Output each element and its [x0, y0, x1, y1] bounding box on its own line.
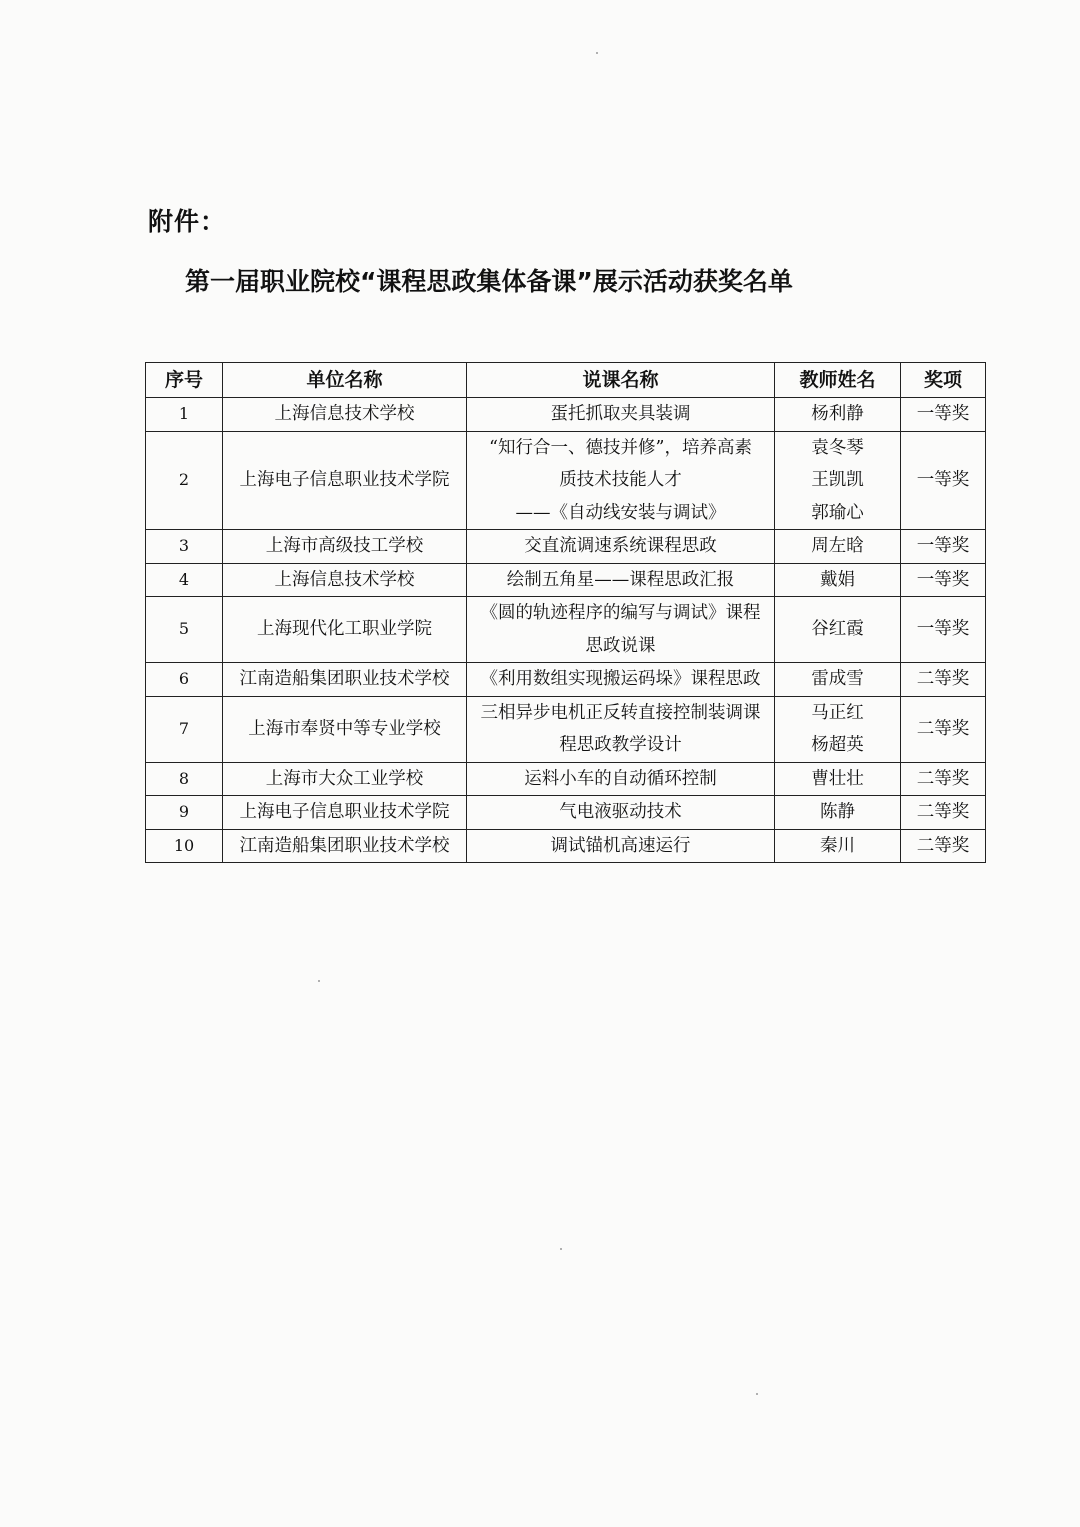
cell-course — [467, 597, 775, 663]
course-line: 调试锚机高速运行 — [550, 835, 691, 856]
cell-unit: 江南造船集团职业技术学校 — [223, 663, 467, 697]
teacher-name: 戴娟 — [820, 569, 855, 590]
cell-teachers — [775, 829, 901, 863]
cell-no: 9 — [146, 796, 223, 830]
course-line: 绘制五角星——课程思政汇报 — [506, 569, 735, 590]
course-line: 《圆的轨迹程序的编写与调试》课程 — [480, 603, 761, 623]
cell-unit: 上海市奉贤中等专业学校 — [223, 696, 467, 762]
cell-course — [467, 796, 775, 830]
scan-speck — [560, 1248, 562, 1250]
header-unit: 单位名称 — [223, 363, 467, 398]
scan-speck — [318, 980, 320, 982]
teacher-name: 袁冬琴 — [811, 437, 864, 458]
cell-teachers — [775, 696, 901, 762]
scan-speck — [596, 52, 598, 54]
cell-teachers — [775, 398, 901, 432]
cell-course — [467, 398, 775, 432]
course-line: 质技术技能人才 — [559, 470, 682, 490]
teacher-name: 王凯凯 — [811, 470, 864, 490]
cell-course — [467, 829, 775, 863]
cell-award: 二等奖 — [901, 696, 986, 762]
header-course: 说课名称 — [467, 363, 775, 398]
cell-no: 8 — [146, 762, 223, 796]
cell-award: 二等奖 — [901, 829, 986, 863]
teacher-name: 杨超英 — [811, 735, 864, 755]
cell-teachers — [775, 597, 901, 663]
cell-unit: 上海信息技术学校 — [223, 563, 467, 597]
cell-award: 一等奖 — [901, 431, 986, 530]
course-line: 《利用数组实现搬运码垛》课程思政 — [480, 669, 761, 689]
cell-award: 一等奖 — [901, 398, 986, 432]
cell-course — [467, 431, 775, 530]
cell-teachers — [775, 762, 901, 796]
cell-course — [467, 762, 775, 796]
cell-teachers — [775, 431, 901, 530]
table-row — [146, 431, 986, 530]
teacher-name: 秦川 — [820, 835, 855, 856]
teacher-name: 杨利静 — [811, 404, 864, 424]
cell-teachers — [775, 796, 901, 830]
cell-no: 6 — [146, 663, 223, 697]
header-no: 序号 — [146, 363, 223, 398]
cell-no: 5 — [146, 597, 223, 663]
teacher-name: 雷成雪 — [811, 669, 864, 689]
cell-award: 一等奖 — [901, 597, 986, 663]
cell-teachers — [775, 530, 901, 564]
course-line: 气电液驱动技术 — [559, 802, 682, 822]
table-body — [146, 398, 986, 863]
course-line: 交直流调速系统课程思政 — [524, 536, 717, 556]
header-teacher: 教师姓名 — [775, 363, 901, 398]
course-line: 蛋托抓取夹具装调 — [550, 404, 691, 424]
table-row — [146, 563, 986, 597]
cell-unit: 上海电子信息职业技术学院 — [223, 796, 467, 830]
cell-no: 3 — [146, 530, 223, 564]
cell-unit: 江南造船集团职业技术学校 — [223, 829, 467, 863]
cell-course — [467, 530, 775, 564]
course-line: ——《自动线安装与调试》 — [515, 502, 726, 523]
course-line: 思政说课 — [585, 635, 656, 656]
table-row — [146, 796, 986, 830]
cell-unit: 上海信息技术学校 — [223, 398, 467, 432]
cell-course — [467, 696, 775, 762]
cell-no: 10 — [146, 829, 223, 863]
teacher-name: 谷红霞 — [811, 619, 864, 640]
teacher-name: 马正红 — [811, 702, 864, 723]
table-row — [146, 696, 986, 762]
table-row — [146, 530, 986, 564]
teacher-name: 陈静 — [820, 802, 855, 822]
cell-award: 一等奖 — [901, 563, 986, 597]
attachment-label: 附件： — [148, 207, 227, 236]
teacher-name: 周左晗 — [811, 536, 864, 556]
course-line: 三相异步电机正反转直接控制装调课 — [480, 702, 761, 723]
cell-course — [467, 563, 775, 597]
table-row — [146, 762, 986, 796]
table-header-row — [146, 363, 986, 398]
scan-speck — [756, 1393, 758, 1395]
cell-unit: 上海市大众工业学校 — [223, 762, 467, 796]
teacher-name: 郭瑜心 — [811, 502, 864, 523]
awards-table — [145, 362, 986, 863]
table-row — [146, 398, 986, 432]
course-line: 运料小车的自动循环控制 — [524, 768, 717, 789]
cell-unit: 上海现代化工职业学院 — [223, 597, 467, 663]
document-title: 第一届职业院校“课程思政集体备课”展示活动获奖名单 — [185, 267, 793, 296]
cell-unit: 上海电子信息职业技术学院 — [223, 431, 467, 530]
cell-award: 二等奖 — [901, 663, 986, 697]
cell-no: 7 — [146, 696, 223, 762]
table-row — [146, 829, 986, 863]
cell-unit: 上海市高级技工学校 — [223, 530, 467, 564]
cell-award: 二等奖 — [901, 762, 986, 796]
course-line: “知行合一、德技并修”，培养高素 — [489, 437, 752, 458]
table-row — [146, 597, 986, 663]
cell-no: 1 — [146, 398, 223, 432]
cell-award: 二等奖 — [901, 796, 986, 830]
table-row — [146, 663, 986, 697]
header-award: 奖项 — [901, 363, 986, 398]
cell-teachers — [775, 663, 901, 697]
cell-teachers — [775, 563, 901, 597]
course-line: 程思政教学设计 — [559, 735, 682, 755]
cell-no: 4 — [146, 563, 223, 597]
cell-no: 2 — [146, 431, 223, 530]
cell-course — [467, 663, 775, 697]
teacher-name: 曹壮壮 — [811, 768, 864, 789]
cell-award: 一等奖 — [901, 530, 986, 564]
